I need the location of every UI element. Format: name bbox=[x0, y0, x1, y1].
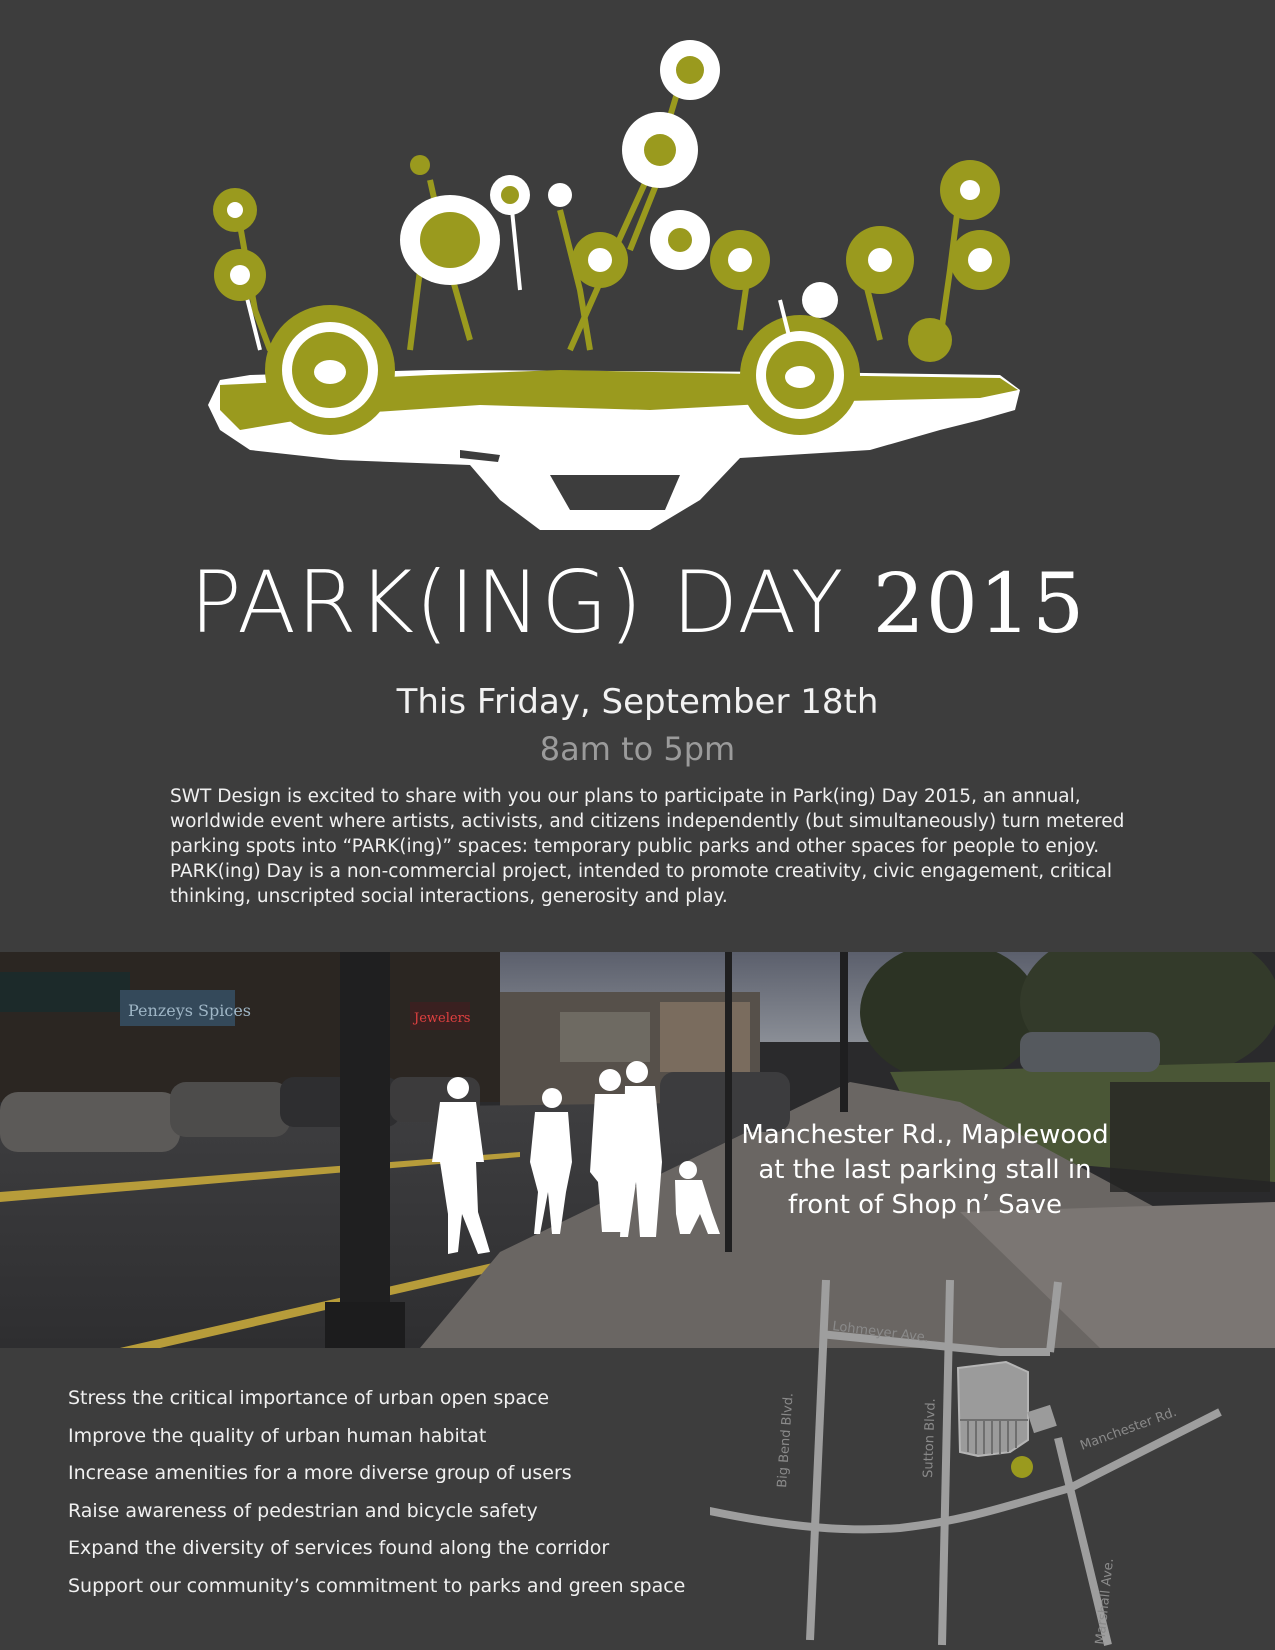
location-line: front of Shop n’ Save bbox=[788, 1190, 1062, 1220]
location-marker bbox=[1011, 1456, 1033, 1478]
goal-item: Expand the diversity of services found along the corridor bbox=[68, 1537, 610, 1559]
event-title bbox=[0, 553, 1275, 653]
car-wheel-left bbox=[265, 305, 395, 435]
location-line: at the last parking stall in bbox=[758, 1155, 1092, 1185]
map-label-marshall: Marshall Ave. bbox=[1093, 1557, 1118, 1646]
marshall-road bbox=[1050, 1282, 1058, 1352]
jewelers-sign: Jewelers bbox=[414, 1011, 471, 1026]
goal-item: Support our community’s commitment to parks and green space bbox=[68, 1574, 686, 1597]
location-text bbox=[720, 1118, 1130, 1223]
sutton-road bbox=[942, 1280, 950, 1645]
car-wheel-right bbox=[740, 315, 860, 435]
annex-building bbox=[1027, 1405, 1057, 1433]
map-label-big-bend: Big Bend Blvd. bbox=[775, 1392, 797, 1489]
event-year: 2015 bbox=[872, 557, 1086, 652]
event-description: SWT Design is excited to share with you our plans to participate in Park(ing) Day 2015, an annual, worldwide event where artists, activists, and citizens independently (but simultaneously) turn metered parking spots into “PARK(ing)” spaces: temporary public parks and other spaces for people to enjoy. PARK(ing) Day is a non-commercial project, intended to promote creativity, civic engagement, critical thinking, unscripted social interactions, generosity and play. bbox=[170, 786, 1125, 907]
map-label-sutton: Sutton Blvd. bbox=[921, 1398, 939, 1479]
goal-item: Increase amenities for a more diverse group of users bbox=[68, 1462, 572, 1484]
car-garden-illustration bbox=[180, 10, 1100, 570]
storefront-sign-text: Penzeys Spices bbox=[128, 1001, 252, 1020]
big-bend-road bbox=[810, 1280, 826, 1640]
goals-list bbox=[68, 1380, 685, 1605]
goal-item: Raise awareness of pedestrian and bicycle safety bbox=[68, 1499, 538, 1522]
goal-item: Stress the critical importance of urban open space bbox=[68, 1387, 550, 1409]
map-label-lohmeyer: Lohmeyer Ave. bbox=[831, 1319, 930, 1346]
event-time: 8am to 5pm bbox=[539, 730, 736, 768]
event-title-text: PARK(ING) DAY bbox=[189, 553, 845, 653]
event-date: This Friday, September 18th bbox=[396, 682, 879, 722]
location-line: Manchester Rd., Maplewood bbox=[741, 1120, 1109, 1150]
flower-stems bbox=[240, 50, 960, 350]
map-label-manchester: Manchester Rd. bbox=[1078, 1404, 1179, 1454]
car-window bbox=[550, 475, 680, 510]
goal-item: Improve the quality of urban human habitat bbox=[68, 1424, 487, 1447]
location-map bbox=[710, 1270, 1230, 1650]
